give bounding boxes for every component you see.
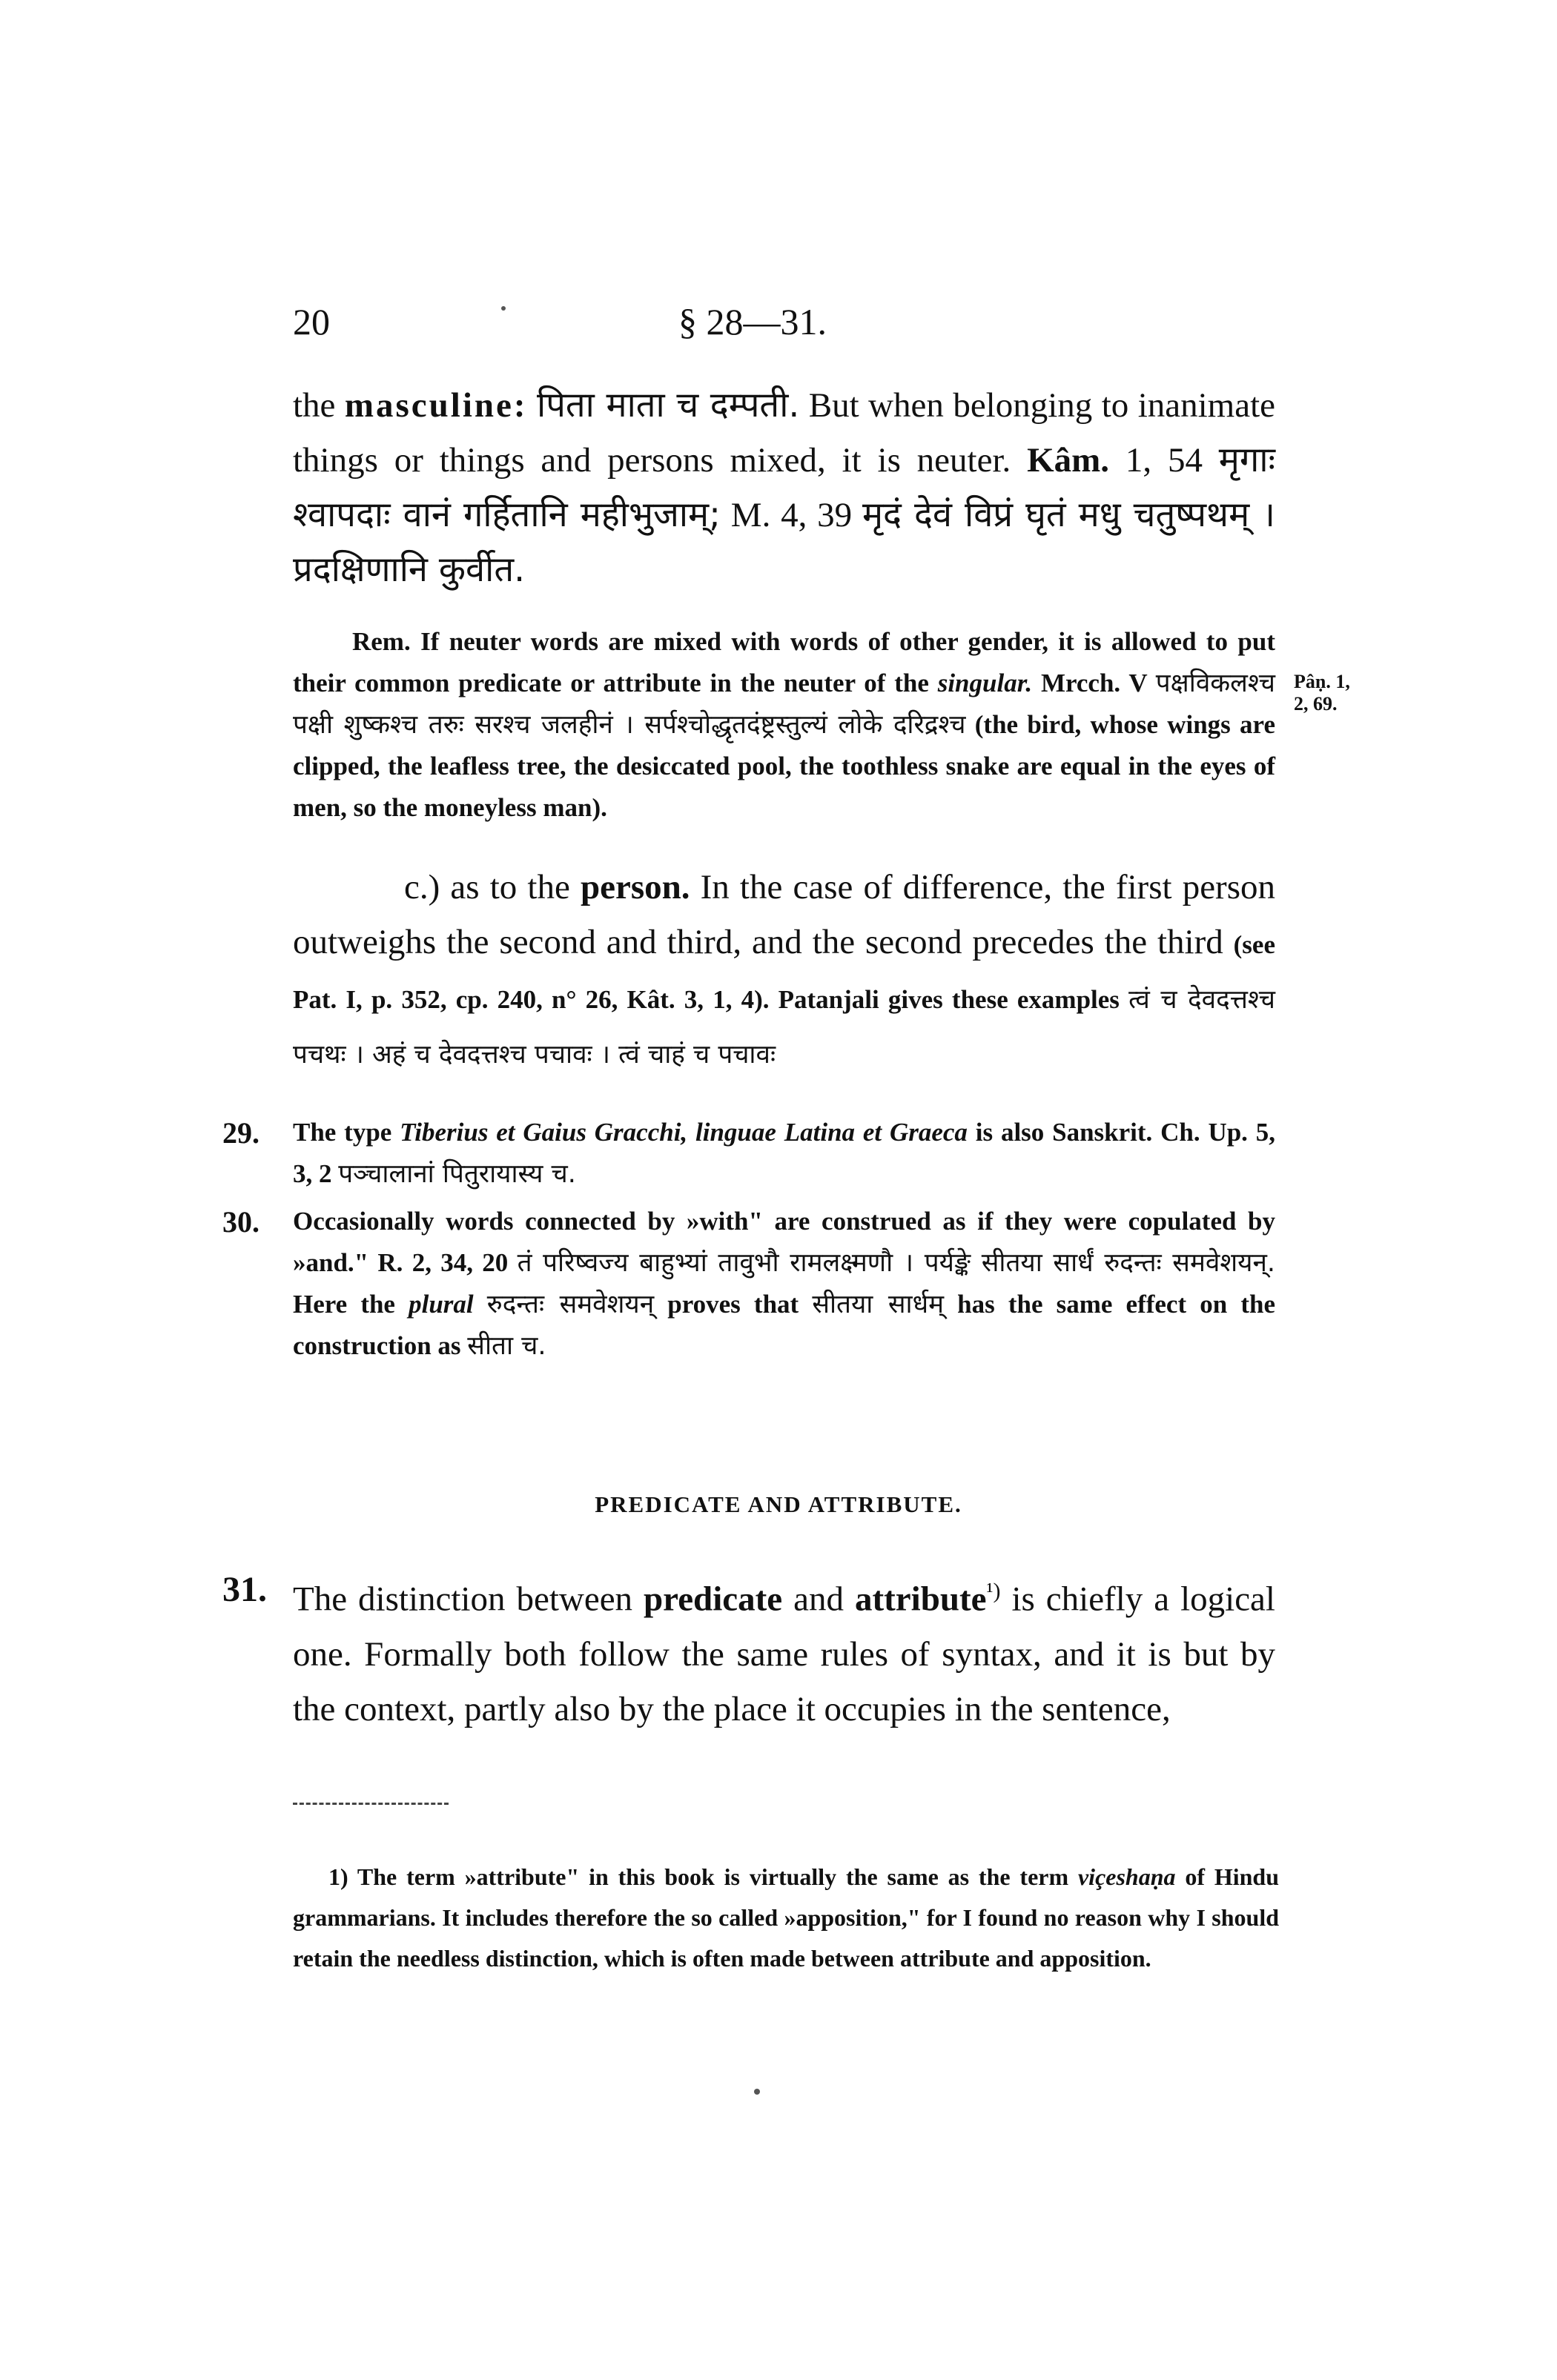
text-span: proves that xyxy=(654,1290,813,1319)
text-span: c.) as to the xyxy=(404,868,581,906)
section-range: § 28—31. xyxy=(678,301,827,342)
text-span: of Hindu grammarians. It includes therefore the so called »apposition," for I found no reason why I should retain the needless distinction, which is often made between attribute and apposition. xyxy=(293,1863,1280,1972)
print-speck xyxy=(754,2089,760,2095)
section-31-text xyxy=(293,1564,1275,1737)
print-speck xyxy=(501,306,506,311)
term-singular: singular. xyxy=(937,669,1033,697)
sanskrit-example: पिता माता च दम्पती. xyxy=(537,385,800,425)
remark-paragraph xyxy=(293,621,1275,829)
term-person: person. xyxy=(580,868,690,906)
footnote-rule xyxy=(293,1803,449,1805)
text-span: The type xyxy=(293,1118,400,1147)
source-reference: Kâm. xyxy=(1027,441,1110,480)
text-span xyxy=(474,1290,487,1319)
section-number-31: 31. xyxy=(222,1570,267,1609)
text-span: Mrcch. V xyxy=(1032,669,1156,697)
term-viceshana: viçeshaṇa xyxy=(1077,1863,1176,1890)
latin-example: Tiberius et Gaius Gracchi, linguae Latina et Graeca xyxy=(400,1118,968,1147)
margin-reference-line: Pâṇ. 1, xyxy=(1294,671,1350,692)
footnote xyxy=(293,1857,1279,1979)
text-span: Rem. If neuter words are mixed with words of other gender, it is allowed to put their common predicate or attribute in the neuter of the xyxy=(293,627,1275,697)
term-predicate: predicate xyxy=(644,1580,783,1619)
section-29-text xyxy=(293,1112,1275,1195)
text-span: The distinction between xyxy=(293,1580,644,1619)
text-span: But when belonging to inanimate things or things and persons mixed, it is neuter. xyxy=(293,386,1276,480)
sanskrit-example: तं परिष्वज्य बाहुभ्यां तावुभौ रामलक्ष्मणौ । पर्यङ्के सीतया सार्धं रुदन्तः समवेशयन्. xyxy=(517,1248,1275,1278)
text-span: and xyxy=(782,1580,855,1619)
paragraph-person xyxy=(293,860,1275,1079)
text-span: is also Sanskrit. Ch. Up. 5, 3, 2 xyxy=(293,1118,1276,1188)
text-span: In the case of difference, the first person outweighs the second and third, and the second precedes the third xyxy=(293,868,1275,961)
term-masculine: masculine: xyxy=(344,386,528,425)
sanskrit-example: पञ्चालानां पितुरायास्य च. xyxy=(338,1159,576,1189)
text-span: M. 4, 39 xyxy=(721,496,862,534)
section-number-30: 30. xyxy=(222,1205,260,1239)
text-span: Occasionally words connected by »with" are construed as if they were copulated by »and." R. 2, 34, 20 xyxy=(293,1207,1275,1277)
sanskrit-example: सीतया सार्धम् xyxy=(812,1290,945,1319)
running-header xyxy=(293,300,1279,352)
text-span: (the bird, whose wings are clipped, the leafless tree, the desiccated pool, the toothless snake are equal in the eyes of men, so the moneyless man). xyxy=(293,710,1275,822)
section-number-29: 29. xyxy=(222,1116,260,1150)
text-span: has the same effect on the construction as xyxy=(293,1290,1275,1360)
section-30-text xyxy=(293,1201,1275,1367)
sanskrit-example: त्वं च देवदत्तश्च पचथः । अहं च देवदत्तश्च पचावः । त्वं चाहं च पचावः xyxy=(293,985,1275,1070)
margin-reference-line: 2, 69. xyxy=(1294,693,1338,715)
text-span: 1, 54 xyxy=(1109,441,1219,480)
term-plural: plural xyxy=(409,1290,474,1319)
sanskrit-example: मृगाः श्वापदाः वानं गर्हितानि महीभुजाम्; xyxy=(293,440,1276,535)
margin-reference xyxy=(1294,671,1361,715)
subheading-predicate-attribute: PREDICATE AND ATTRIBUTE. xyxy=(595,1491,962,1517)
sanskrit-example: रुदन्तः समवेशयन् xyxy=(486,1290,655,1319)
text-span: is chiefly a logical one. Formally both follow the same rules of syntax, and it is but by the context, partly also by the place it occupies in the sentence, xyxy=(293,1580,1275,1728)
text-span xyxy=(528,386,537,425)
text-span-small: (see Pat. I, p. 352, cp. 240, n° 26, Kât. 3, 1, 4). Patanjali gives these examples xyxy=(293,930,1275,1014)
footnote-marker: ¹) xyxy=(986,1579,1001,1603)
term-attribute: attribute xyxy=(854,1580,987,1619)
text-span: the xyxy=(293,386,345,425)
page-number: 20 xyxy=(293,301,330,342)
sanskrit-example: सीता च. xyxy=(467,1331,546,1361)
sanskrit-example: मृदं देवं विप्रं घृतं मधु चतुष्पथम् । प्रदक्षिणानि कुर्वीत. xyxy=(293,494,1275,590)
paragraph-masculine-neuter xyxy=(293,378,1275,597)
text-span: Here the xyxy=(293,1290,409,1319)
text-span: 1) The term »attribute" in this book is virtually the same as the term xyxy=(328,1863,1078,1890)
sanskrit-example: पक्षविकलश्च पक्षी शुष्कश्च तरुः सरश्च जलहीनं । सर्पश्चोद्धृतदंष्ट्रस्तुल्यं लोके दरिद्रश्च xyxy=(293,669,1276,740)
